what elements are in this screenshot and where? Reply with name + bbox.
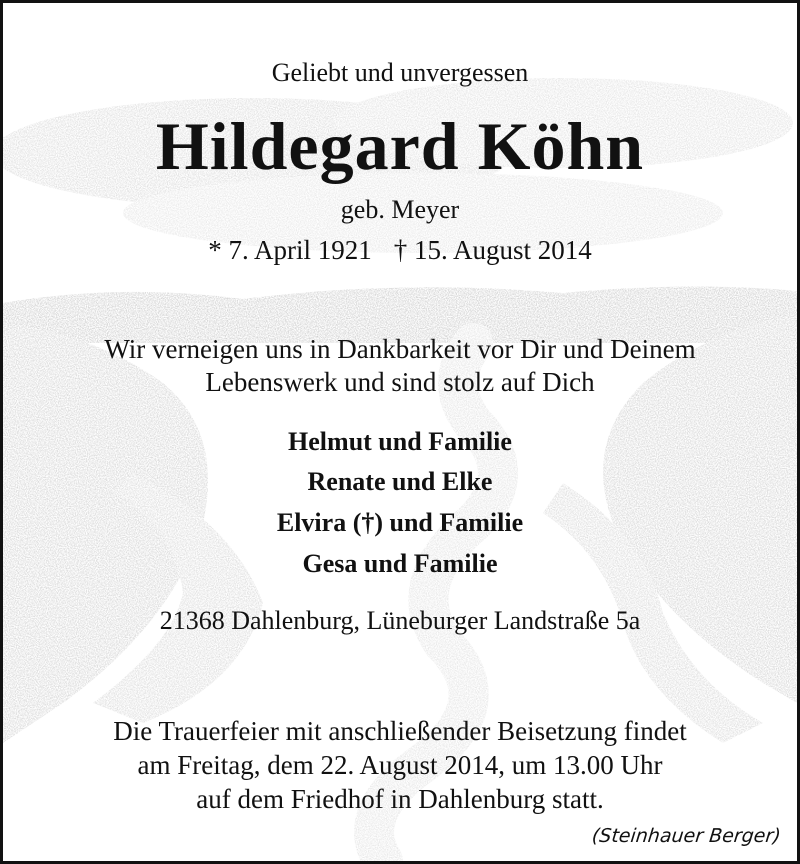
birth-date: * 7. April 1921 [208,235,372,265]
service-info-line: am Freitag, dem 22. August 2014, um 13.00 Uhr [137,750,663,780]
intro-line: Geliebt und unvergessen [271,58,529,87]
service-info-line: Die Trauerfeier mit anschließender Beisetzung findet [113,716,687,746]
tribute-line: Wir verneigen uns in Dankbarkeit vor Dir und Deinem [104,334,696,364]
family-member: Elvira (†) und Familie [276,508,524,537]
family-member: Renate und Elke [307,467,493,496]
address: 21368 Dahlenburg, Lüneburger Landstraße 5a [159,606,641,635]
tribute-line: Lebenswerk und sind stolz auf Dich [205,367,595,397]
deceased-name: Hildegard Köhn [155,108,645,184]
funeral-home-signature: (Steinhauer Berger) [591,825,783,847]
service-info-line: auf dem Friedhof in Dahlenburg statt. [196,784,604,814]
death-date: † 15. August 2014 [393,235,592,265]
family-member: Helmut und Familie [288,427,512,456]
maiden-name: geb. Meyer [340,195,460,224]
family-member: Gesa und Familie [302,549,498,578]
life-dates [3,235,797,266]
